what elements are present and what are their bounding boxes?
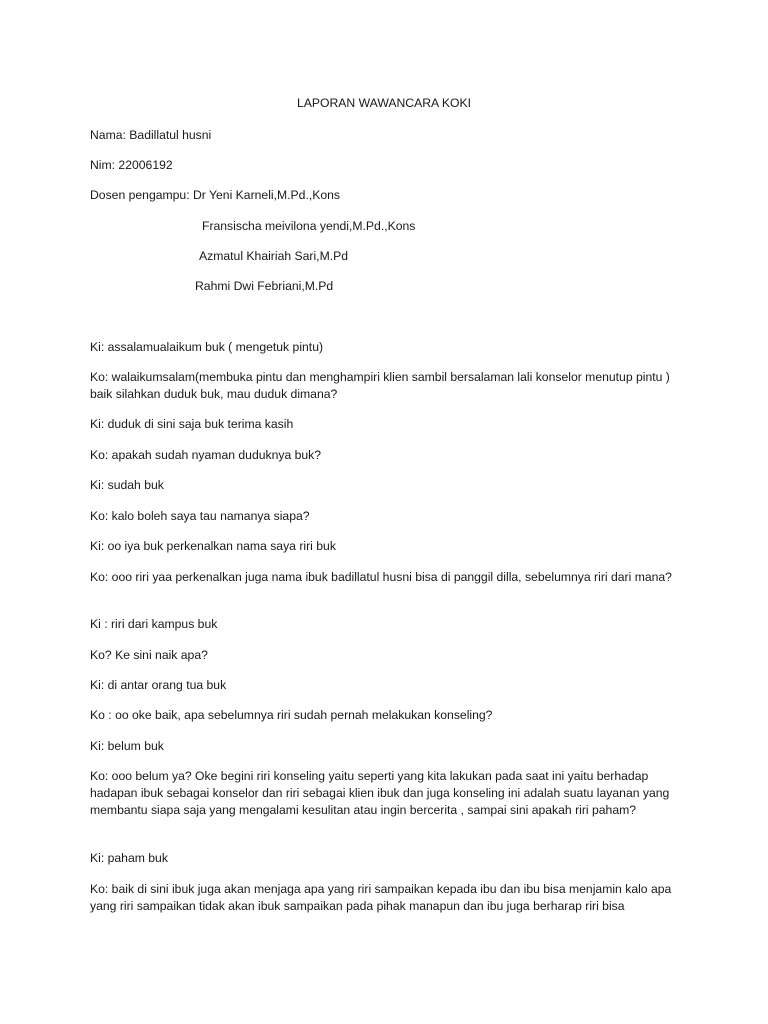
dialogue-line-11: Ki: di antar orang tua buk [90,678,227,692]
dialogue-line-6: Ko: kalo boleh saya tau namanya siapa? [90,509,310,523]
dosen-line-3: Azmatul Khairiah Sari,M.Pd [199,249,349,263]
dialogue-line-8: Ko: ooo riri yaa perkenalkan juga nama ibuk badillatul husni bisa di panggil dilla, sebelumnya riri dari mana? [90,570,672,584]
dialogue-line-2: Ko: walaikumsalam(membuka pintu dan menghampiri klien sambil bersalaman lali konselor menutup pintu ) baik silahkan duduk buk, mau duduk dimana? [90,370,670,401]
dialogue-line-7: Ki: oo iya buk perkenalkan nama saya riri buk [90,539,336,553]
dialogue-line-16: Ko: baik di sini ibuk juga akan menjaga apa yang riri sampaikan kepada ibu dan ibu bisa menjamin kalo apa yang riri sampaikan tidak akan ibuk sampaikan pada pihak manapun dan ibu juga berharap riri bisa [90,882,672,913]
dialogue-line-13: Ki: belum buk [90,739,164,753]
dialogue-line-5: Ki: sudah buk [90,478,164,492]
dosen-line-2: Fransischa meivilona yendi,M.Pd.,Kons [202,219,416,233]
dialogue-line-3: Ki: duduk di sini saja buk terima kasih [90,417,294,431]
dialogue-line-14: Ko: ooo belum ya? Oke begini riri konseling yaitu seperti yang kita lakukan pada saat ini yaitu berhadap hadapan ibuk sebagai konselor dan riri sebagai klien ibuk dan juga konseling ini adalah suatu layanan yang membantu siapa saja yang mengalami kesulitan atau ingin bercerita , sampai sini apakah riri paham? [90,769,670,817]
dialogue-line-1: Ki: assalamualaikum buk ( mengetuk pintu) [90,340,324,354]
document-title: LAPORAN WAWANCARA KOKI [296,96,472,110]
dialogue-line-12: Ko : oo oke baik, apa sebelumnya riri sudah pernah melakukan konseling? [90,708,493,722]
dialogue-line-4: Ko: apakah sudah nyaman duduknya buk? [90,448,322,462]
dialogue-line-9: Ki : riri dari kampus buk [90,617,218,631]
nama-line: Nama: Badillatul husni [90,128,212,142]
dialogue-line-10: Ko? Ke sini naik apa? [90,648,208,662]
dialogue-line-15: Ki: paham buk [90,851,168,865]
dosen-line-1: Dosen pengampu: Dr Yeni Karneli,M.Pd.,Kons [90,188,340,202]
nim-line: Nim: 22006192 [90,158,173,172]
dosen-line-4: Rahmi Dwi Febriani,M.Pd [195,279,334,293]
